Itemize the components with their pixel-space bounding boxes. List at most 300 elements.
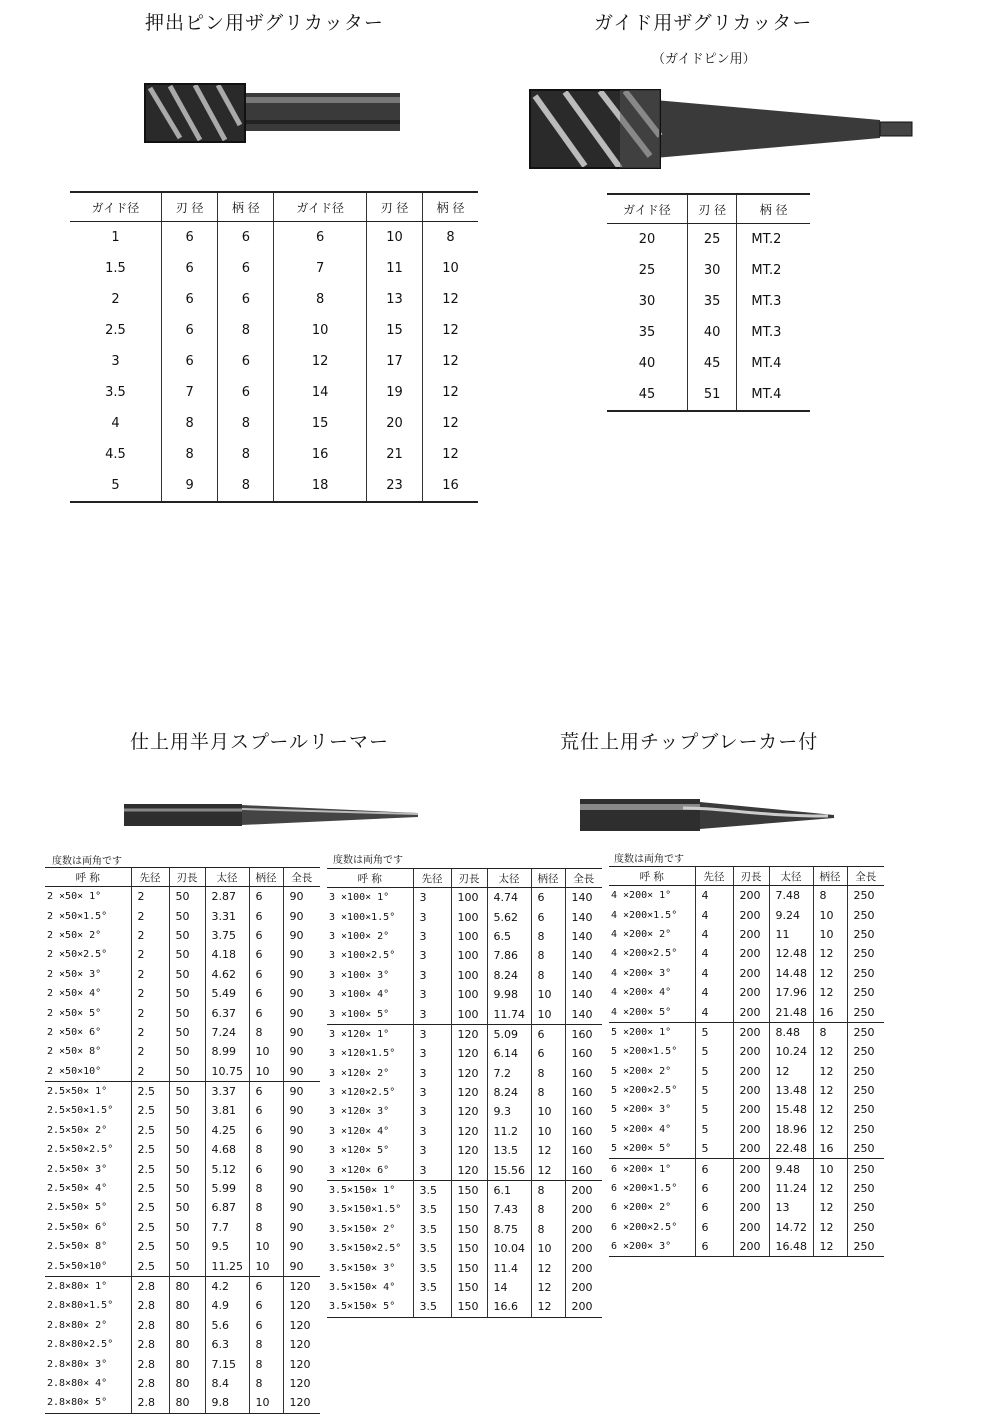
table-cell: 16 xyxy=(813,1002,847,1022)
table-cell: 2 ×50×10° xyxy=(47,1065,102,1077)
table-cell: 15 xyxy=(274,408,366,439)
table-cell: 120 xyxy=(451,1044,487,1063)
table-cell: 250 xyxy=(847,983,884,1002)
table-cell: 3.5×150× 4° xyxy=(329,1282,396,1293)
table-cell: 3.5 xyxy=(413,1278,451,1297)
table-cell: 2.5 xyxy=(131,1198,169,1217)
table-cell: 8 xyxy=(531,946,565,965)
table-row xyxy=(609,1002,884,1022)
table-cell: 6 xyxy=(249,887,283,907)
table-cell: 6 xyxy=(218,222,274,254)
table-cell: 16 xyxy=(274,439,366,470)
table-cell: 120 xyxy=(283,1393,320,1413)
table-cell: 3 xyxy=(413,1083,451,1102)
table-cell: 6 ×200× 3° xyxy=(609,1237,695,1257)
col-header: 全長 xyxy=(847,867,884,886)
table-cell: 12 xyxy=(813,1120,847,1139)
table-cell: 2.8 xyxy=(131,1276,169,1296)
table-cell: 50 xyxy=(169,1101,205,1120)
table-cell: 6.5 xyxy=(487,927,531,946)
table-cell: 4.68 xyxy=(205,1140,249,1159)
table-cell: 3 ×100× 5° xyxy=(329,1008,390,1020)
table-cell: 6 xyxy=(249,1121,283,1140)
table-cell: 12 xyxy=(531,1278,565,1297)
table-cell: 5 xyxy=(695,1081,733,1100)
table-cell: 3.5 xyxy=(413,1239,451,1258)
table-cell: 6 xyxy=(249,1003,283,1022)
table-cell: 22.48 xyxy=(769,1139,813,1159)
table-row xyxy=(327,1064,602,1083)
table-cell: 6 ×200× 1° xyxy=(609,1159,695,1179)
table-cell: 15 xyxy=(366,315,422,346)
table-cell: MT.3 xyxy=(737,286,810,317)
table-row xyxy=(609,964,884,983)
table-cell: 6 xyxy=(249,1276,283,1296)
table-cell: 200 xyxy=(733,925,769,944)
table-cell: 3 xyxy=(413,907,451,926)
table-cell: 12 xyxy=(423,408,478,439)
table-row xyxy=(45,1062,320,1082)
table-cell: 12 xyxy=(813,944,847,963)
table-cell: 7.7 xyxy=(205,1218,249,1237)
table-cell: 10 xyxy=(531,1122,565,1141)
table-cell: 2.8 xyxy=(131,1316,169,1335)
table-row xyxy=(327,1160,602,1180)
table-cell: 3.75 xyxy=(205,926,249,945)
table-cell: 8 xyxy=(531,1200,565,1219)
table-cell: 5 xyxy=(70,470,161,502)
table-row xyxy=(327,1102,602,1121)
table-cell: 200 xyxy=(733,944,769,963)
table-cell: 8 xyxy=(218,470,274,502)
table-cell: 50 xyxy=(169,1081,205,1101)
table-cell: 150 xyxy=(451,1239,487,1258)
table-cell: 90 xyxy=(283,1101,320,1120)
table-row xyxy=(45,1296,320,1315)
table-row xyxy=(45,1140,320,1159)
table-cell: 6.1 xyxy=(487,1180,531,1200)
table-cell: 40 xyxy=(687,317,736,348)
table-cell: 250 xyxy=(847,1139,884,1159)
table-cell: 12 xyxy=(813,1062,847,1081)
table-cell: 8 xyxy=(249,1354,283,1373)
table-cell: 7.15 xyxy=(205,1354,249,1373)
table-row xyxy=(70,222,478,254)
table-cell: 250 xyxy=(847,1179,884,1198)
table-row xyxy=(327,1141,602,1160)
table-cell: 2 xyxy=(111,292,120,307)
table-cell: 21 xyxy=(366,439,422,470)
table-row xyxy=(327,1258,602,1277)
table-cell: 25 xyxy=(638,263,656,278)
table-row xyxy=(327,1220,602,1239)
table-cell: 8 xyxy=(274,284,366,315)
table-cell: 2.5 xyxy=(131,1256,169,1276)
guide-cutter-illustration xyxy=(525,86,920,172)
table-row xyxy=(327,1200,602,1219)
table-cell: 200 xyxy=(733,1002,769,1022)
table-cell: 5 ×200× 4° xyxy=(611,1123,672,1135)
table-cell: 12 xyxy=(813,1081,847,1100)
table-cell: 140 xyxy=(565,1004,602,1024)
table-row xyxy=(609,1120,884,1139)
table-cell: 50 xyxy=(169,965,205,984)
table-cell: 200 xyxy=(565,1239,602,1258)
col-header: ガイド径 xyxy=(274,192,366,222)
col-header: 先径 xyxy=(131,868,169,887)
table-cell: 200 xyxy=(565,1200,602,1219)
angle-note: 度数は両角です xyxy=(614,854,684,865)
table-cell: 8 xyxy=(531,966,565,985)
table-cell: 2.5×50× 1° xyxy=(45,1081,131,1101)
table-cell: 6 xyxy=(218,253,274,284)
table-cell: 16.6 xyxy=(487,1297,531,1317)
table-cell: 2 xyxy=(131,906,169,925)
table-cell: 14 xyxy=(274,377,366,408)
table-cell: 4.18 xyxy=(205,945,249,964)
table-cell: 16.48 xyxy=(769,1237,813,1257)
table-cell: 90 xyxy=(283,1081,320,1101)
table-cell: 250 xyxy=(847,964,884,983)
table-cell: MT.4 xyxy=(737,379,810,411)
table-row xyxy=(45,1023,320,1042)
table-cell: 150 xyxy=(451,1258,487,1277)
table-cell: 90 xyxy=(283,1198,320,1217)
table-cell: 6.3 xyxy=(205,1335,249,1354)
col-header: 太径 xyxy=(205,868,249,887)
table-cell: 10 xyxy=(249,1062,283,1082)
table-cell: 250 xyxy=(847,1237,884,1257)
table-cell: 7.24 xyxy=(205,1023,249,1042)
table-row xyxy=(327,1083,602,1102)
table-cell: 9.3 xyxy=(487,1102,531,1121)
table-cell: 12 xyxy=(813,1042,847,1061)
table-cell: 4 ×200×1.5° xyxy=(611,909,678,921)
table-cell: 10 xyxy=(366,222,422,254)
table-cell: 3.5×150× 1° xyxy=(327,1180,413,1200)
table-cell: 8.75 xyxy=(487,1220,531,1239)
table-cell: 25 xyxy=(687,224,736,256)
table-cell: 4 xyxy=(695,886,733,906)
table-cell: 2 xyxy=(131,945,169,964)
table-cell: 250 xyxy=(847,944,884,963)
table-cell: 3 xyxy=(413,1024,451,1044)
table-cell: 12.48 xyxy=(769,944,813,963)
col-header: ガイド径 xyxy=(607,194,687,224)
table-cell: 17 xyxy=(366,346,422,377)
table-cell: 2.8×80× 1° xyxy=(45,1276,131,1296)
table-cell: 10 xyxy=(531,985,565,1004)
table-row xyxy=(607,317,810,348)
table-cell: 35 xyxy=(638,325,656,340)
table-cell: 8 xyxy=(531,1180,565,1200)
table-cell: 200 xyxy=(733,983,769,1002)
table-cell: 6 xyxy=(249,926,283,945)
table-cell: 2.8 xyxy=(131,1296,169,1315)
table-cell: 3 ×120× 3° xyxy=(329,1106,390,1118)
table-cell: 20 xyxy=(638,232,656,247)
table-cell: 100 xyxy=(451,946,487,965)
col-header: 刃長 xyxy=(451,869,487,888)
table-cell: 11.24 xyxy=(769,1179,813,1198)
table-cell: 200 xyxy=(733,1179,769,1198)
table-cell: 4 xyxy=(695,983,733,1002)
table-row xyxy=(609,1237,884,1257)
table-cell: 6.37 xyxy=(205,1003,249,1022)
table-cell: 8 xyxy=(218,315,274,346)
table-cell: 10.04 xyxy=(487,1239,531,1258)
table-cell: 3 xyxy=(413,1004,451,1024)
table-cell: 90 xyxy=(283,1218,320,1237)
table-cell: 140 xyxy=(565,966,602,985)
table-cell: 8 xyxy=(813,1022,847,1042)
table-cell: 3 xyxy=(413,985,451,1004)
table-cell: 11 xyxy=(366,253,422,284)
table-cell: 4 ×200× 2° xyxy=(611,928,672,940)
table-cell: 6 xyxy=(531,907,565,926)
table-cell: 5 xyxy=(695,1042,733,1061)
table-cell: 3 ×120× 6° xyxy=(329,1164,390,1176)
table-cell: 15.56 xyxy=(487,1160,531,1180)
table-row xyxy=(609,1218,884,1237)
table-cell: 3.31 xyxy=(205,906,249,925)
guide-cutter-table xyxy=(607,193,810,412)
table-cell: 90 xyxy=(283,984,320,1003)
table-cell: 8 xyxy=(249,1374,283,1393)
table-cell: 6 xyxy=(161,253,217,284)
table-cell: 140 xyxy=(565,907,602,926)
section-title-guide-cutter: ガイド用ザグリカッター xyxy=(594,12,813,34)
table-cell: 8 xyxy=(249,1218,283,1237)
table-cell: 21.48 xyxy=(769,1002,813,1022)
col-header: 柄径 xyxy=(813,867,847,886)
col-header: 刃長 xyxy=(169,868,205,887)
table-cell: 18.96 xyxy=(769,1120,813,1139)
table-cell: 2 xyxy=(131,1062,169,1082)
table-cell: 50 xyxy=(169,1159,205,1178)
table-cell: 2 xyxy=(131,984,169,1003)
table-cell: 140 xyxy=(565,888,602,908)
table-row xyxy=(45,965,320,984)
table-cell: 10 xyxy=(531,1004,565,1024)
table-cell: 120 xyxy=(451,1024,487,1044)
table-row xyxy=(609,1062,884,1081)
table-cell: 150 xyxy=(451,1220,487,1239)
table-cell: 200 xyxy=(565,1220,602,1239)
table-cell: 3 ×100× 2° xyxy=(329,930,390,942)
table-cell: 4 xyxy=(695,925,733,944)
table-cell: 6 ×200× 2° xyxy=(611,1202,672,1214)
table-cell: 6 xyxy=(218,346,274,377)
table-cell: 6 xyxy=(249,906,283,925)
table-cell: 2.8 xyxy=(131,1374,169,1393)
table-cell: 10 xyxy=(249,1042,283,1061)
table-cell: 6 xyxy=(249,1316,283,1335)
table-cell: 11.4 xyxy=(487,1258,531,1277)
table-cell: 5.99 xyxy=(205,1179,249,1198)
table-cell: 5 ×200× 1° xyxy=(609,1022,695,1042)
table-cell: 200 xyxy=(733,1100,769,1119)
table-row xyxy=(327,946,602,965)
table-row xyxy=(327,1239,602,1258)
table-cell: 200 xyxy=(733,1139,769,1159)
table-cell: 8 xyxy=(249,1335,283,1354)
table-cell: 2 ×50×1.5° xyxy=(47,910,108,922)
table-cell: 200 xyxy=(733,1159,769,1179)
table-cell: 250 xyxy=(847,1100,884,1119)
table-cell: 120 xyxy=(451,1102,487,1121)
table-cell: 120 xyxy=(283,1316,320,1335)
table-cell: 51 xyxy=(687,379,736,411)
header-row xyxy=(327,869,602,888)
table-cell: 5 xyxy=(695,1022,733,1042)
table-cell: 45 xyxy=(687,348,736,379)
section-title-chip-breaker: 荒仕上用チップブレーカー付 xyxy=(560,731,819,753)
table-cell: 5 ×200× 3° xyxy=(611,1104,672,1116)
col-header: 刃長 xyxy=(733,867,769,886)
table-cell: 12 xyxy=(423,346,478,377)
table-cell: 3 xyxy=(413,1122,451,1141)
table-cell: 2.5 xyxy=(131,1121,169,1140)
table-cell: 2 xyxy=(131,965,169,984)
table-cell: 50 xyxy=(169,1140,205,1159)
col-header: 柄径 xyxy=(249,868,283,887)
table-cell: 250 xyxy=(847,1042,884,1061)
table-cell: 4 ×200× 5° xyxy=(611,1006,672,1018)
table-cell: 2.5×50× 8° xyxy=(47,1241,108,1253)
col-header: 呼 称 xyxy=(609,867,695,886)
table-row xyxy=(45,945,320,964)
table-cell: 11.74 xyxy=(487,1004,531,1024)
table-cell: 8.24 xyxy=(487,1083,531,1102)
col-header: 全長 xyxy=(565,869,602,888)
table-cell: 13.5 xyxy=(487,1141,531,1160)
table-cell: 150 xyxy=(451,1200,487,1219)
table-row xyxy=(70,408,478,439)
table-cell: 12 xyxy=(423,284,478,315)
table-cell: 4 ×200× 4° xyxy=(611,987,672,999)
table-cell: 9.5 xyxy=(205,1237,249,1256)
table-cell: 6 xyxy=(249,1296,283,1315)
table-cell: 2.5×50× 4° xyxy=(47,1183,108,1195)
table-cell: 12 xyxy=(813,1198,847,1217)
table-cell: 50 xyxy=(169,1218,205,1237)
table-cell: 2.5×50× 2° xyxy=(47,1124,108,1136)
table-cell: 100 xyxy=(451,1004,487,1024)
table-cell: 2.8 xyxy=(131,1354,169,1373)
table-cell: 3 ×120×1.5° xyxy=(329,1048,396,1060)
table-cell: 160 xyxy=(565,1064,602,1083)
table-row xyxy=(70,284,478,315)
header-row xyxy=(609,867,884,886)
table-cell: 9.98 xyxy=(487,985,531,1004)
table-cell: 2.5 xyxy=(131,1140,169,1159)
table-row xyxy=(70,439,478,470)
table-cell: 8 xyxy=(531,1220,565,1239)
table-cell: 90 xyxy=(283,1062,320,1082)
table-cell: 3 ×120× 2° xyxy=(329,1067,390,1079)
table-cell: 160 xyxy=(565,1160,602,1180)
table-cell: 7.2 xyxy=(487,1064,531,1083)
table-cell: 90 xyxy=(283,906,320,925)
table-cell: 120 xyxy=(451,1064,487,1083)
table-cell: 5.49 xyxy=(205,984,249,1003)
table-cell: 90 xyxy=(283,965,320,984)
table-cell: 3.5 xyxy=(413,1258,451,1277)
table-cell: 200 xyxy=(733,1120,769,1139)
table-row xyxy=(607,348,810,379)
table-cell: 140 xyxy=(565,927,602,946)
table-cell: 5 ×200×1.5° xyxy=(611,1046,678,1058)
table-cell: 6 xyxy=(695,1237,733,1257)
table-cell: 2.5 xyxy=(131,1179,169,1198)
table-row xyxy=(327,966,602,985)
table-cell: 8 xyxy=(249,1023,283,1042)
section-title-spool-reamer: 仕上用半月スプールリーマー xyxy=(130,731,390,753)
table-row xyxy=(609,1198,884,1217)
table-cell: 120 xyxy=(451,1141,487,1160)
table-cell: 3 ×100×1.5° xyxy=(329,911,396,923)
table-cell: 160 xyxy=(565,1044,602,1063)
table-cell: 3 ×120× 4° xyxy=(329,1125,390,1137)
table-cell: 100 xyxy=(451,907,487,926)
table-cell: 2.5×50×2.5° xyxy=(47,1144,114,1156)
table-cell: 10.24 xyxy=(769,1042,813,1061)
table-cell: 8 xyxy=(161,439,217,470)
table-cell: 250 xyxy=(847,1002,884,1022)
table-cell: 90 xyxy=(283,1003,320,1022)
table-cell: 2.8×80× 5° xyxy=(45,1393,131,1413)
spool-reamer-table-1 xyxy=(45,867,320,1414)
table-cell: 2 xyxy=(131,1003,169,1022)
table-cell: 6 xyxy=(274,222,366,254)
table-cell: 5.12 xyxy=(205,1159,249,1178)
table-row xyxy=(45,1218,320,1237)
table-cell: 2 ×50× 3° xyxy=(47,968,102,980)
table-row xyxy=(45,1276,320,1296)
table-cell: 5 xyxy=(695,1100,733,1119)
table-cell: 4 xyxy=(695,905,733,924)
table-cell: 120 xyxy=(283,1276,320,1296)
table-cell: 3 xyxy=(413,1044,451,1063)
table-cell: 6 xyxy=(161,222,217,254)
table-cell: 6 xyxy=(531,888,565,908)
table-cell: 2.8 xyxy=(131,1335,169,1354)
table-row xyxy=(45,1335,320,1354)
table-cell: 160 xyxy=(565,1102,602,1121)
table-cell: 8 xyxy=(249,1179,283,1198)
table-cell: 14 xyxy=(487,1278,531,1297)
table-cell: 3 xyxy=(413,946,451,965)
table-cell: 200 xyxy=(733,1062,769,1081)
col-header: 刃 径 xyxy=(366,192,422,222)
table-cell: 90 xyxy=(283,1121,320,1140)
table-cell: 160 xyxy=(565,1122,602,1141)
col-header: 柄 径 xyxy=(423,192,478,222)
table-cell: 12 xyxy=(531,1258,565,1277)
table-cell: 8.4 xyxy=(205,1374,249,1393)
table-cell: 8 xyxy=(161,408,217,439)
table-cell: 120 xyxy=(283,1374,320,1393)
table-row xyxy=(327,1122,602,1141)
table-cell: 6 xyxy=(249,965,283,984)
table-cell: 90 xyxy=(283,1159,320,1178)
table-row xyxy=(70,315,478,346)
table-cell: 18 xyxy=(274,470,366,502)
table-cell: 3 xyxy=(111,354,120,369)
table-cell: 8.24 xyxy=(487,966,531,985)
table-cell: 11 xyxy=(769,925,813,944)
